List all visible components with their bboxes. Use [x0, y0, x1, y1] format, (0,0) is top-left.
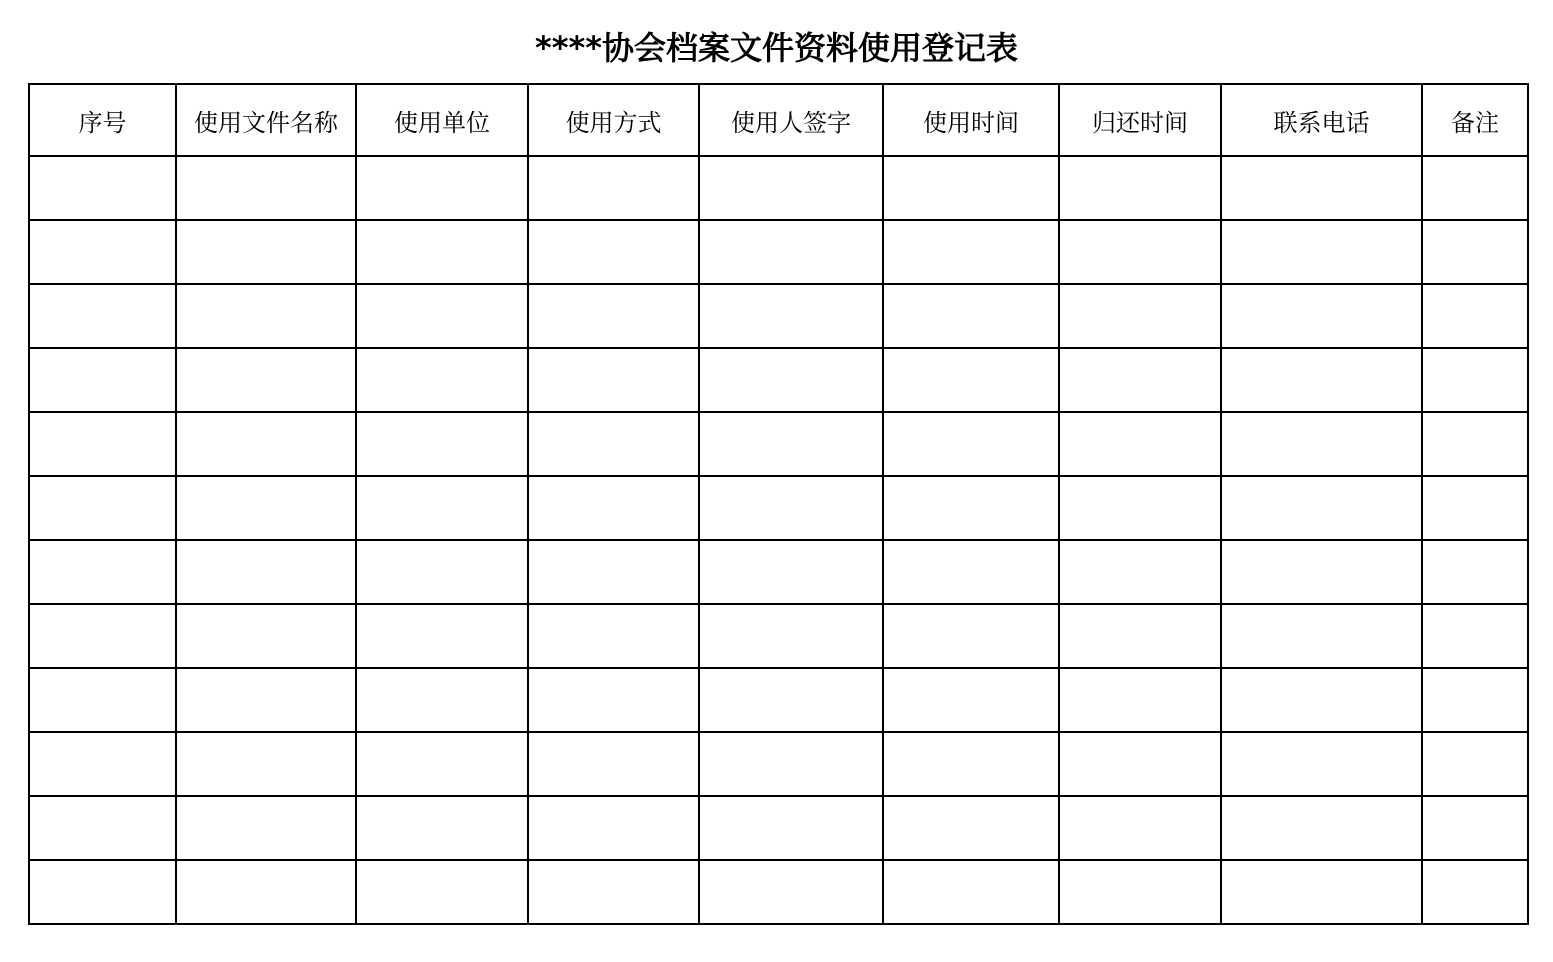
table-cell[interactable] [1422, 860, 1528, 924]
table-cell[interactable] [883, 412, 1059, 476]
table-cell[interactable] [528, 860, 699, 924]
table-cell[interactable] [176, 796, 356, 860]
table-cell[interactable] [1059, 156, 1221, 220]
table-cell[interactable] [1059, 284, 1221, 348]
table-cell[interactable] [176, 604, 356, 668]
table-cell[interactable] [699, 604, 883, 668]
table-cell[interactable] [528, 284, 699, 348]
table-cell[interactable] [29, 604, 176, 668]
table-cell[interactable] [883, 348, 1059, 412]
table-cell[interactable] [699, 220, 883, 284]
table-cell[interactable] [176, 476, 356, 540]
table-cell[interactable] [699, 284, 883, 348]
table-cell[interactable] [883, 860, 1059, 924]
table-cell[interactable] [883, 156, 1059, 220]
table-cell[interactable] [29, 348, 176, 412]
column-header-remarks: 备注 [1422, 84, 1528, 156]
column-header-usage-time: 使用时间 [883, 84, 1059, 156]
table-cell[interactable] [1422, 156, 1528, 220]
table-cell[interactable] [1221, 604, 1422, 668]
table-cell[interactable] [356, 668, 528, 732]
table-row [29, 732, 1528, 796]
table-cell[interactable] [356, 348, 528, 412]
column-header-serial-number: 序号 [29, 84, 176, 156]
table-row [29, 220, 1528, 284]
table-row [29, 860, 1528, 924]
table-cell[interactable] [1059, 220, 1221, 284]
table-cell[interactable] [356, 284, 528, 348]
table-cell[interactable] [1221, 476, 1422, 540]
table-cell[interactable] [883, 796, 1059, 860]
table-cell[interactable] [356, 412, 528, 476]
table-cell[interactable] [1221, 284, 1422, 348]
table-row [29, 476, 1528, 540]
table-cell[interactable] [699, 348, 883, 412]
table-cell[interactable] [29, 732, 176, 796]
table-cell[interactable] [176, 220, 356, 284]
table-cell[interactable] [699, 540, 883, 604]
table-cell[interactable] [528, 476, 699, 540]
table-cell[interactable] [883, 284, 1059, 348]
table-cell[interactable] [356, 540, 528, 604]
table-row [29, 412, 1528, 476]
table-cell[interactable] [1422, 540, 1528, 604]
table-cell[interactable] [1422, 604, 1528, 668]
table-cell[interactable] [176, 284, 356, 348]
table-cell[interactable] [699, 156, 883, 220]
table-cell[interactable] [29, 540, 176, 604]
table-cell[interactable] [528, 732, 699, 796]
table-cell[interactable] [699, 668, 883, 732]
table-cell[interactable] [1221, 668, 1422, 732]
table-cell[interactable] [883, 220, 1059, 284]
table-row [29, 284, 1528, 348]
column-header-using-unit: 使用单位 [356, 84, 528, 156]
table-cell[interactable] [1221, 156, 1422, 220]
table-cell[interactable] [1422, 796, 1528, 860]
table-cell[interactable] [356, 156, 528, 220]
table-row [29, 348, 1528, 412]
table-cell[interactable] [356, 476, 528, 540]
table-cell[interactable] [1221, 796, 1422, 860]
table-cell[interactable] [883, 604, 1059, 668]
table-cell[interactable] [356, 860, 528, 924]
table-cell[interactable] [528, 348, 699, 412]
table-row [29, 668, 1528, 732]
table-cell[interactable] [1059, 668, 1221, 732]
table-cell[interactable] [1221, 860, 1422, 924]
table-cell[interactable] [528, 220, 699, 284]
table-cell[interactable] [1422, 284, 1528, 348]
table-cell[interactable] [699, 796, 883, 860]
table-cell[interactable] [1422, 668, 1528, 732]
table-cell[interactable] [1422, 412, 1528, 476]
table-cell[interactable] [883, 732, 1059, 796]
table-row [29, 540, 1528, 604]
table-cell[interactable] [1059, 476, 1221, 540]
table-body [29, 156, 1528, 924]
table-cell[interactable] [883, 540, 1059, 604]
table-cell[interactable] [528, 668, 699, 732]
table-cell[interactable] [1422, 732, 1528, 796]
table-cell[interactable] [29, 220, 176, 284]
document-title: ****协会档案文件资料使用登记表 [535, 29, 1018, 67]
column-header-file-name: 使用文件名称 [176, 84, 356, 156]
table-cell[interactable] [356, 604, 528, 668]
table-cell[interactable] [528, 604, 699, 668]
table-cell[interactable] [1059, 540, 1221, 604]
column-header-return-time: 归还时间 [1059, 84, 1221, 156]
table-cell[interactable] [1422, 476, 1528, 540]
table-cell[interactable] [29, 668, 176, 732]
table-cell[interactable] [176, 156, 356, 220]
table-cell[interactable] [1422, 220, 1528, 284]
table-cell[interactable] [176, 860, 356, 924]
table-cell[interactable] [356, 732, 528, 796]
table-cell[interactable] [1059, 348, 1221, 412]
table-cell[interactable] [1059, 732, 1221, 796]
table-cell[interactable] [356, 796, 528, 860]
table-cell[interactable] [1059, 860, 1221, 924]
table-cell[interactable] [176, 732, 356, 796]
column-header-contact-phone: 联系电话 [1221, 84, 1422, 156]
table-cell[interactable] [176, 668, 356, 732]
table-cell[interactable] [699, 476, 883, 540]
table-cell[interactable] [29, 284, 176, 348]
table-cell[interactable] [29, 476, 176, 540]
column-header-user-signature: 使用人签字 [699, 84, 883, 156]
table-cell[interactable] [1059, 796, 1221, 860]
table-cell[interactable] [699, 860, 883, 924]
table-cell[interactable] [699, 732, 883, 796]
table-row [29, 604, 1528, 668]
table-cell[interactable] [356, 220, 528, 284]
table-cell[interactable] [528, 796, 699, 860]
register-table [28, 83, 1529, 925]
table-cell[interactable] [528, 412, 699, 476]
table-cell[interactable] [699, 412, 883, 476]
table-cell[interactable] [29, 156, 176, 220]
table-row [29, 156, 1528, 220]
table-cell[interactable] [1422, 348, 1528, 412]
table-cell[interactable] [176, 412, 356, 476]
table-cell[interactable] [528, 540, 699, 604]
table-cell[interactable] [1221, 732, 1422, 796]
table-cell[interactable] [176, 540, 356, 604]
table-cell[interactable] [1221, 348, 1422, 412]
header-row [29, 84, 1528, 156]
table-cell[interactable] [29, 412, 176, 476]
table-cell[interactable] [1221, 220, 1422, 284]
table-cell[interactable] [883, 668, 1059, 732]
table-row [29, 796, 1528, 860]
table-cell[interactable] [1059, 412, 1221, 476]
table-cell[interactable] [528, 156, 699, 220]
table-cell[interactable] [1221, 412, 1422, 476]
table-cell[interactable] [29, 860, 176, 924]
table-cell[interactable] [176, 348, 356, 412]
table-cell[interactable] [29, 796, 176, 860]
table-cell[interactable] [883, 476, 1059, 540]
column-header-usage-method: 使用方式 [528, 84, 699, 156]
table-cell[interactable] [1221, 540, 1422, 604]
table-cell[interactable] [1059, 604, 1221, 668]
